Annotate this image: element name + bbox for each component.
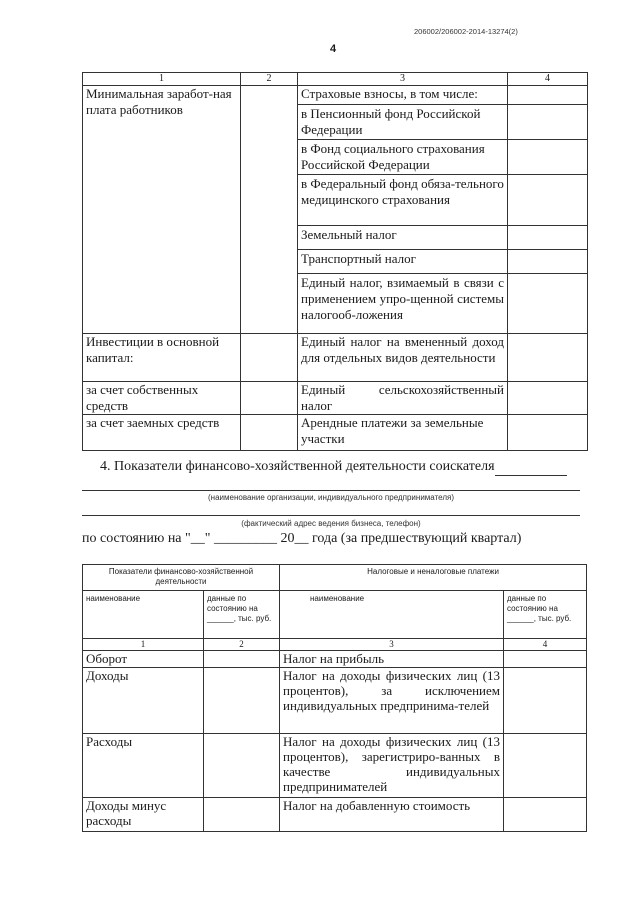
payment-item: Единый налог, взимаемый в связи с применением упро-щенной системы налогооб-ложения [301, 275, 504, 322]
row-label: за счет заемных средств [83, 415, 241, 451]
indicator-name: Расходы [83, 734, 204, 798]
table-row [83, 382, 588, 415]
org-name-line [82, 490, 580, 491]
row-label: за счет собственных средств [83, 382, 241, 415]
column-number-row [83, 639, 587, 651]
payment-name: Налог на доходы физических лиц (13 процентов), за исключением индивидуальных предпринима-телей [280, 668, 504, 734]
group-header-left: Показатели финансово-хозяйственной деятельности [83, 565, 280, 591]
indicator-name: Доходы [83, 668, 204, 734]
payment-name: Налог на добавленную стоимость [280, 798, 504, 832]
financial-indicators-table [82, 564, 587, 832]
column-number-row [83, 73, 588, 86]
page-number: 4 [330, 43, 337, 55]
column-number: 3 [280, 639, 504, 651]
indicator-name: Доходы минус расходы [83, 798, 204, 832]
address-line [82, 515, 580, 516]
payment-name: Налог на доходы физических лиц (13 процентов), зарегистриро-ванных в качестве индивидуальных предпринимателей [280, 734, 504, 798]
table-row [83, 86, 588, 334]
value-stack [508, 86, 588, 334]
org-caption: (наименование организации, индивидуального предпринимателя) [208, 493, 454, 502]
sub-header-data: данные по состоянию на ______, тыс. руб. [504, 591, 587, 639]
table-row [83, 798, 587, 832]
sub-header-name: наименование [83, 591, 204, 639]
payment-item: Страховые взносы, в том числе: [298, 86, 507, 105]
payment-item: Транспортный налог [298, 250, 507, 274]
tax-table-continued [82, 72, 588, 451]
table-row [83, 415, 588, 451]
address-caption: (фактический адрес ведения бизнеса, телефон) [241, 519, 421, 528]
column-number: 4 [508, 73, 588, 86]
group-header-right: Налоговые и неналоговые платежи [280, 565, 587, 591]
row-label: Инвестиции в основной капитал: [83, 334, 241, 382]
payment-item: Единый налог на вмененный доход для отдельных видов деятельности [298, 334, 508, 382]
sub-header-data: данные по состоянию на ______, тыс. руб. [204, 591, 280, 639]
column-number: 1 [83, 73, 241, 86]
section-title [100, 459, 567, 476]
table-row [83, 734, 587, 798]
blank-line [495, 459, 567, 476]
payment-item: в Пенсионный фонд Российской Федерации [298, 105, 507, 140]
row-label: Минимальная заработ-ная плата работников [83, 86, 241, 334]
column-number: 2 [204, 639, 280, 651]
column-number: 3 [298, 73, 508, 86]
column-number: 2 [241, 73, 298, 86]
table-row [83, 668, 587, 734]
sub-header-name: наименование [280, 591, 504, 639]
value-cell [241, 86, 298, 334]
payment-item: в Фонд социального страхования Российской Федерации [298, 140, 507, 175]
column-number: 4 [504, 639, 587, 651]
group-header-row [83, 565, 587, 591]
indicator-name: Оборот [83, 651, 204, 668]
payment-item: в Федеральный фонд обяза-тельного медицинского страхования [298, 175, 507, 226]
table-row [83, 651, 587, 668]
payments-stack [298, 86, 508, 334]
sub-header-row [83, 591, 587, 639]
as-of-date-line: по состоянию на "__" _________ 20__ года (за предшествующий квартал) [82, 531, 522, 546]
table-row [83, 334, 588, 382]
payment-name: Налог на прибыль [280, 651, 504, 668]
section-title-text: 4. Показатели финансово-хозяйственной деятельности соискателя [100, 459, 495, 474]
payment-item: Арендные платежи за земельные участки [298, 415, 508, 451]
document-id: 206002/206002-2014-13274(2) [414, 27, 518, 36]
column-number: 1 [83, 639, 204, 651]
payment-item: Единый сельскохозяйственный налог [298, 382, 508, 415]
payment-item: Земельный налог [298, 226, 507, 250]
